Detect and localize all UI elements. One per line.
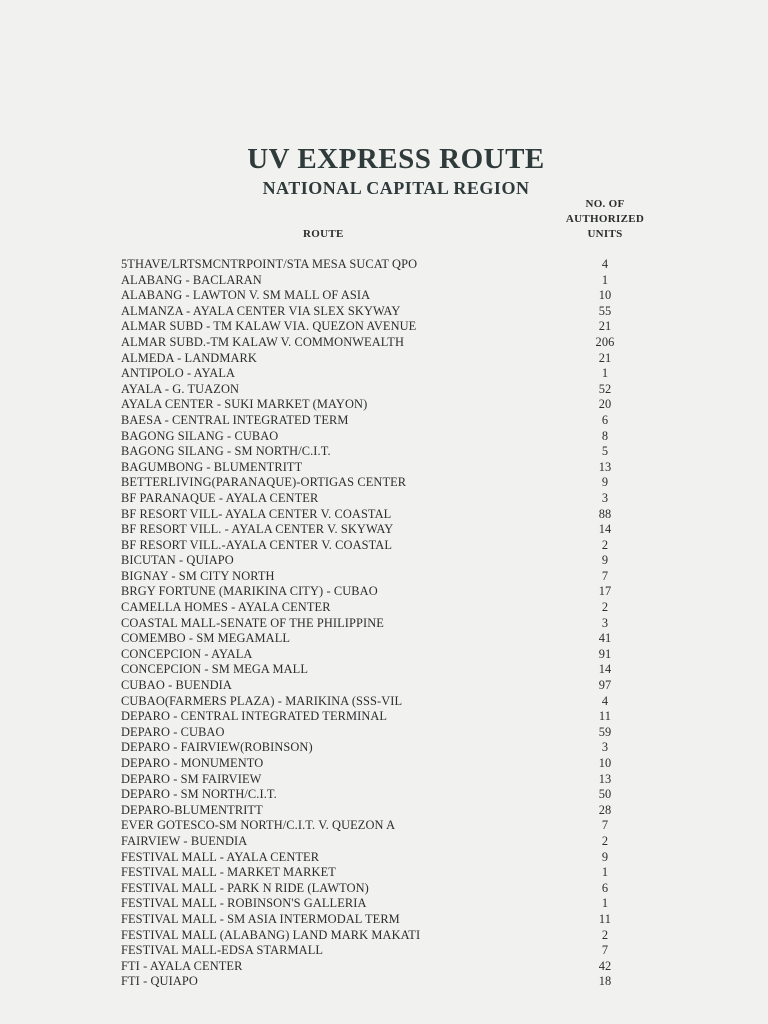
route-name: FESTIVAL MALL (ALABANG) LAND MARK MAKATI <box>121 927 421 942</box>
table-row <box>121 896 681 912</box>
table-row <box>121 881 681 897</box>
table-row <box>121 304 681 320</box>
table-row <box>121 319 681 335</box>
route-name: DEPARO - CUBAO <box>121 724 225 739</box>
units-column-header <box>545 197 665 242</box>
authorized-units: 28 <box>598 802 612 817</box>
table-row <box>121 288 681 304</box>
route-name: ALABANG - BACLARAN <box>121 272 262 287</box>
table-row <box>121 460 681 476</box>
authorized-units: 206 <box>595 334 615 349</box>
authorized-units: 17 <box>598 584 612 599</box>
route-name: CONCEPCION - SM MEGA MALL <box>121 662 308 677</box>
table-row <box>121 569 681 585</box>
authorized-units: 2 <box>601 537 609 552</box>
table-row <box>121 725 681 741</box>
table-row <box>121 553 681 569</box>
route-name: BF RESORT VILL- AYALA CENTER V. COASTAL <box>121 506 392 521</box>
table-row <box>121 538 681 554</box>
route-name: DEPARO - FAIRVIEW(ROBINSON) <box>121 740 313 755</box>
route-name: FESTIVAL MALL - ROBINSON'S GALLERIA <box>121 896 367 911</box>
route-name: DEPARO - SM NORTH/C.I.T. <box>121 787 277 802</box>
route-name: DEPARO-BLUMENTRITT <box>121 802 263 817</box>
route-name: FAIRVIEW - BUENDIA <box>121 833 248 848</box>
route-name: FESTIVAL MALL - PARK N RIDE (LAWTON) <box>121 880 369 895</box>
authorized-units: 7 <box>601 943 609 958</box>
table-row <box>121 257 681 273</box>
route-name: BF RESORT VILL. - AYALA CENTER V. SKYWAY <box>121 522 394 537</box>
route-name: ALABANG - LAWTON V. SM MALL OF ASIA <box>121 288 371 303</box>
authorized-units: 6 <box>601 412 609 427</box>
authorized-units: 21 <box>598 319 612 334</box>
route-name: AYALA - G. TUAZON <box>121 381 240 396</box>
route-name: COMEMBO - SM MEGAMALL <box>121 631 291 646</box>
table-row <box>121 928 681 944</box>
route-name: ALMEDA - LANDMARK <box>121 350 257 365</box>
route-name: BETTERLIVING(PARANAQUE)-ORTIGAS CENTER <box>121 475 407 490</box>
route-name: ALMAR SUBD - TM KALAW VIA. QUEZON AVENUE <box>121 319 417 334</box>
route-name: EVER GOTESCO-SM NORTH/C.I.T. V. QUEZON A <box>121 818 396 833</box>
authorized-units: 55 <box>598 303 612 318</box>
table-row <box>121 351 681 367</box>
units-header-line1: NO. OF <box>585 198 625 210</box>
table-row <box>121 818 681 834</box>
authorized-units: 2 <box>601 600 609 615</box>
table-row <box>121 709 681 725</box>
route-name: FESTIVAL MALL - SM ASIA INTERMODAL TERM <box>121 911 400 926</box>
table-row <box>121 974 681 990</box>
authorized-units: 9 <box>601 849 609 864</box>
table-row <box>121 491 681 507</box>
table-row <box>121 631 681 647</box>
authorized-units: 42 <box>598 958 612 973</box>
table-row <box>121 366 681 382</box>
authorized-units: 14 <box>598 662 612 677</box>
authorized-units: 10 <box>598 288 612 303</box>
authorized-units: 6 <box>601 880 609 895</box>
document-subtitle: NATIONAL CAPITAL REGION <box>262 178 530 198</box>
authorized-units: 4 <box>601 257 609 271</box>
route-name: FESTIVAL MALL - AYALA CENTER <box>121 849 320 864</box>
authorized-units: 50 <box>598 787 612 802</box>
route-name: BF PARANAQUE - AYALA CENTER <box>121 490 319 505</box>
authorized-units: 41 <box>598 631 612 646</box>
table-row <box>121 647 681 663</box>
route-name: ALMANZA - AYALA CENTER VIA SLEX SKYWAY <box>121 303 401 318</box>
table-row <box>121 756 681 772</box>
document-title: UV EXPRESS ROUTE <box>247 143 545 175</box>
authorized-units: 9 <box>601 553 609 568</box>
route-name: CAMELLA HOMES - AYALA CENTER <box>121 600 331 615</box>
route-name: BIGNAY - SM CITY NORTH <box>121 568 275 583</box>
table-row <box>121 803 681 819</box>
authorized-units: 11 <box>598 911 612 926</box>
authorized-units: 91 <box>598 646 612 661</box>
authorized-units: 20 <box>598 397 612 412</box>
route-name: BRGY FORTUNE (MARIKINA CITY) - CUBAO <box>121 584 378 599</box>
route-name: FESTIVAL MALL - MARKET MARKET <box>121 865 336 880</box>
route-name: BAGONG SILANG - CUBAO <box>121 428 279 443</box>
authorized-units: 1 <box>601 272 609 287</box>
units-header-line2: AUTHORIZED <box>565 213 645 225</box>
table-row <box>121 444 681 460</box>
authorized-units: 18 <box>598 974 612 989</box>
route-name: ANTIPOLO - AYALA <box>121 366 236 381</box>
table-row <box>121 865 681 881</box>
route-name: CUBAO(FARMERS PLAZA) - MARIKINA (SSS-VIL <box>121 693 403 708</box>
table-row <box>121 678 681 694</box>
table-row <box>121 616 681 632</box>
route-name: BF RESORT VILL.-AYALA CENTER V. COASTAL <box>121 537 393 552</box>
route-column-header: ROUTE <box>303 228 344 240</box>
table-row <box>121 475 681 491</box>
authorized-units: 13 <box>598 771 612 786</box>
authorized-units: 59 <box>598 724 612 739</box>
route-name: BAGUMBONG - BLUMENTRITT <box>121 459 303 474</box>
authorized-units: 4 <box>601 693 609 708</box>
route-table <box>121 257 681 990</box>
authorized-units: 3 <box>601 490 609 505</box>
authorized-units: 10 <box>598 756 612 770</box>
table-row <box>121 787 681 803</box>
table-row <box>121 413 681 429</box>
route-name: BAESA - CENTRAL INTEGRATED TERM <box>121 412 349 427</box>
authorized-units: 2 <box>601 833 609 848</box>
table-row <box>121 507 681 523</box>
authorized-units: 5 <box>601 444 609 459</box>
authorized-units: 7 <box>601 568 609 583</box>
authorized-units: 11 <box>598 709 612 724</box>
authorized-units: 14 <box>598 522 612 537</box>
route-name: BAGONG SILANG - SM NORTH/C.I.T. <box>121 444 331 459</box>
route-name: BICUTAN - QUIAPO <box>121 553 234 568</box>
table-row <box>121 273 681 289</box>
table-row <box>121 584 681 600</box>
table-row <box>121 335 681 351</box>
table-row <box>121 694 681 710</box>
table-row <box>121 382 681 398</box>
table-row <box>121 959 681 975</box>
table-row <box>121 912 681 928</box>
authorized-units: 21 <box>598 350 612 365</box>
route-name: COASTAL MALL-SENATE OF THE PHILIPPINE <box>121 615 384 630</box>
authorized-units: 3 <box>601 615 609 630</box>
authorized-units: 97 <box>598 678 612 693</box>
table-row <box>121 740 681 756</box>
table-row <box>121 662 681 678</box>
route-name: DEPARO - MONUMENTO <box>121 756 264 770</box>
authorized-units: 1 <box>601 366 609 381</box>
table-row <box>121 772 681 788</box>
units-header-line3: UNITS <box>587 228 623 240</box>
route-name: ALMAR SUBD.-TM KALAW V. COMMONWEALTH <box>121 334 405 349</box>
route-name: CUBAO - BUENDIA <box>121 678 232 693</box>
table-row <box>121 834 681 850</box>
table-row <box>121 397 681 413</box>
table-row <box>121 429 681 445</box>
route-name: DEPARO - CENTRAL INTEGRATED TERMINAL <box>121 709 388 724</box>
route-name: FESTIVAL MALL-EDSA STARMALL <box>121 943 324 958</box>
authorized-units: 7 <box>601 818 609 833</box>
route-name: FTI - QUIAPO <box>121 974 198 989</box>
route-name: 5THAVE/LRTSMCNTRPOINT/STA MESA SUCAT QPO <box>121 257 418 271</box>
authorized-units: 13 <box>598 459 612 474</box>
authorized-units: 52 <box>598 381 612 396</box>
table-row <box>121 522 681 538</box>
authorized-units: 1 <box>601 865 609 880</box>
table-row <box>121 943 681 959</box>
authorized-units: 3 <box>601 740 609 755</box>
authorized-units: 8 <box>601 428 609 443</box>
route-name: FTI - AYALA CENTER <box>121 958 243 973</box>
route-name: CONCEPCION - AYALA <box>121 646 253 661</box>
table-row <box>121 600 681 616</box>
table-row <box>121 850 681 866</box>
authorized-units: 2 <box>601 927 609 942</box>
authorized-units: 88 <box>598 506 612 521</box>
route-name: AYALA CENTER - SUKI MARKET (MAYON) <box>121 397 368 412</box>
route-name: DEPARO - SM FAIRVIEW <box>121 771 262 786</box>
authorized-units: 9 <box>601 475 609 490</box>
authorized-units: 1 <box>601 896 609 911</box>
